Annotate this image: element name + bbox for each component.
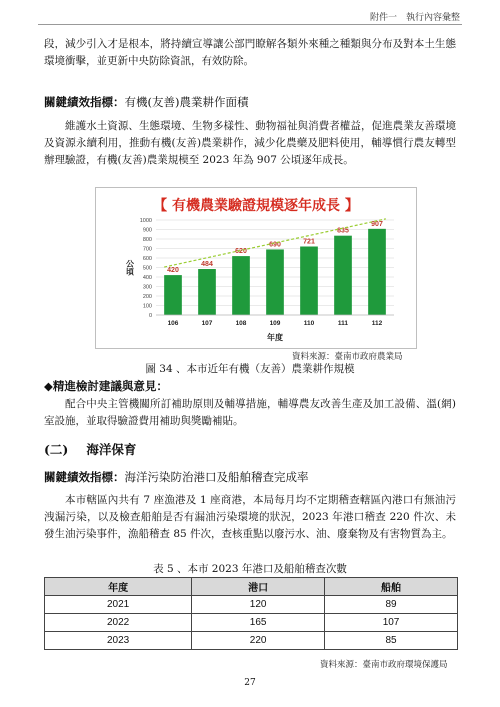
table-cell: 165 — [192, 614, 325, 632]
data-label: 420 — [167, 267, 179, 275]
review-title: ◆精進檢討建議與意見： — [44, 379, 168, 393]
y-tick-label: 0 — [148, 313, 152, 319]
x-tick-label: 112 — [371, 320, 383, 327]
x-tick-label: 111 — [337, 320, 349, 327]
y-tick-label: 800 — [142, 237, 152, 243]
bar — [198, 269, 216, 315]
y-tick-label: 600 — [142, 256, 152, 262]
table-row — [45, 632, 458, 650]
page-number: 27 — [244, 678, 256, 688]
table-source: 資料來源：臺南市政府環境保護局 — [320, 660, 448, 670]
y-tick-label: 100 — [142, 303, 152, 310]
kpi1-paragraph: 維護水土資源、生態環境、生物多樣性、動物福祉與消費者權益，促進農業友善環境及資源永續利用，推動有機(友善)農業耕作，減少化農藥及肥料使用，輔導慣行農友轉型辦理驗證，有機(友善)農業規模至 2023 年為 907 公頃逐年成長。 — [44, 120, 456, 166]
table-cell: 85 — [325, 632, 458, 650]
x-axis-label: 年度 — [267, 333, 283, 342]
table-caption: 表 5 、本市 2023 年港口及船舶稽查次數 — [153, 563, 347, 575]
section-title: 海洋保育 — [86, 442, 137, 457]
y-axis-label: 公頃 — [125, 259, 135, 276]
chart-source: 資料來源：臺南市政府農業局 — [292, 352, 403, 362]
table-cell: 2023 — [45, 632, 192, 650]
kpi2-label: 關鍵績效指標： — [44, 470, 125, 484]
table-cell: 120 — [192, 596, 325, 614]
table-header-row — [45, 578, 458, 596]
header-port: 港口 — [192, 578, 325, 596]
page-header: 附件一 執行內容彙整 — [369, 13, 460, 23]
table-row — [45, 614, 458, 632]
chart-svg — [96, 188, 416, 348]
header-vessel: 船舶 — [325, 578, 458, 596]
organic-farming-chart — [95, 187, 417, 349]
x-tick-label: 106 — [167, 320, 179, 327]
y-tick-label: 900 — [142, 227, 152, 234]
bar — [334, 236, 352, 315]
table-cell: 107 — [325, 614, 458, 632]
header-rule — [38, 24, 462, 25]
figure-caption: 圖 34 、本市近年有機（友善）農業耕作規模 — [145, 363, 355, 375]
section-label: (二) — [44, 442, 69, 457]
bar — [266, 249, 284, 315]
bar — [232, 256, 250, 315]
table-cell: 2021 — [45, 596, 192, 614]
bar — [368, 229, 386, 315]
table-cell: 89 — [325, 596, 458, 614]
inspection-table — [44, 577, 458, 650]
x-tick-label: 109 — [269, 320, 281, 327]
x-tick-label: 110 — [303, 320, 315, 327]
y-tick-label: 400 — [142, 275, 152, 281]
y-tick-label: 700 — [142, 246, 152, 253]
top-paragraph: 段，減少引入才是根本，將持續宣導讓公部門瞭解各類外來種之種類與分布及對本土生態環境衝擊，並更新中央防除資訊，有效防除。 — [44, 38, 456, 67]
kpi2 — [44, 469, 309, 485]
y-tick-label: 500 — [142, 265, 152, 272]
y-tick-label: 1000 — [139, 218, 152, 224]
data-label: 835 — [337, 227, 349, 235]
table-cell: 2022 — [45, 614, 192, 632]
table-cell: 220 — [192, 632, 325, 650]
y-tick-label: 300 — [142, 284, 152, 291]
data-label: 484 — [201, 261, 213, 269]
kpi2-paragraph: 本市轄區內共有 7 座漁港及 1 座商港，本局每月均不定期稽查轄區內港口有無油污洩漏污染，以及檢查船舶是否有漏油污染環境的狀況，2023 年港口稽查 220 件次、未發生油污染事件，漁船稽查 85 件次，查核重點以廢污水、油、廢棄物及有害物質為主。 — [44, 494, 456, 540]
data-label: 721 — [303, 238, 315, 246]
data-label: 620 — [235, 248, 247, 256]
kpi1-value: 有機(友善)農業耕作面積 — [124, 95, 249, 109]
kpi1-label: 關鍵績效指標： — [44, 95, 125, 109]
data-label: 690 — [269, 241, 281, 249]
data-label: 907 — [371, 220, 383, 228]
section-heading — [44, 440, 136, 458]
chart-title: 【 有機農業驗證規模逐年成長 】 — [153, 198, 359, 214]
kpi2-value: 海洋污染防治港口及船舶稽查完成率 — [124, 470, 309, 484]
review-text: 配合中央主管機關所訂補助原則及輔導措施，輔導農友改善生產及加工設備、溫(網)室設施，並取得驗證費用補助與獎勵補貼。 — [44, 398, 456, 427]
table-row — [45, 596, 458, 614]
bar — [300, 247, 318, 315]
header-year: 年度 — [45, 578, 192, 596]
bar — [164, 275, 182, 315]
y-tick-label: 200 — [142, 294, 152, 300]
kpi1 — [44, 94, 248, 110]
x-tick-label: 108 — [235, 320, 247, 327]
x-tick-label: 107 — [201, 320, 213, 327]
